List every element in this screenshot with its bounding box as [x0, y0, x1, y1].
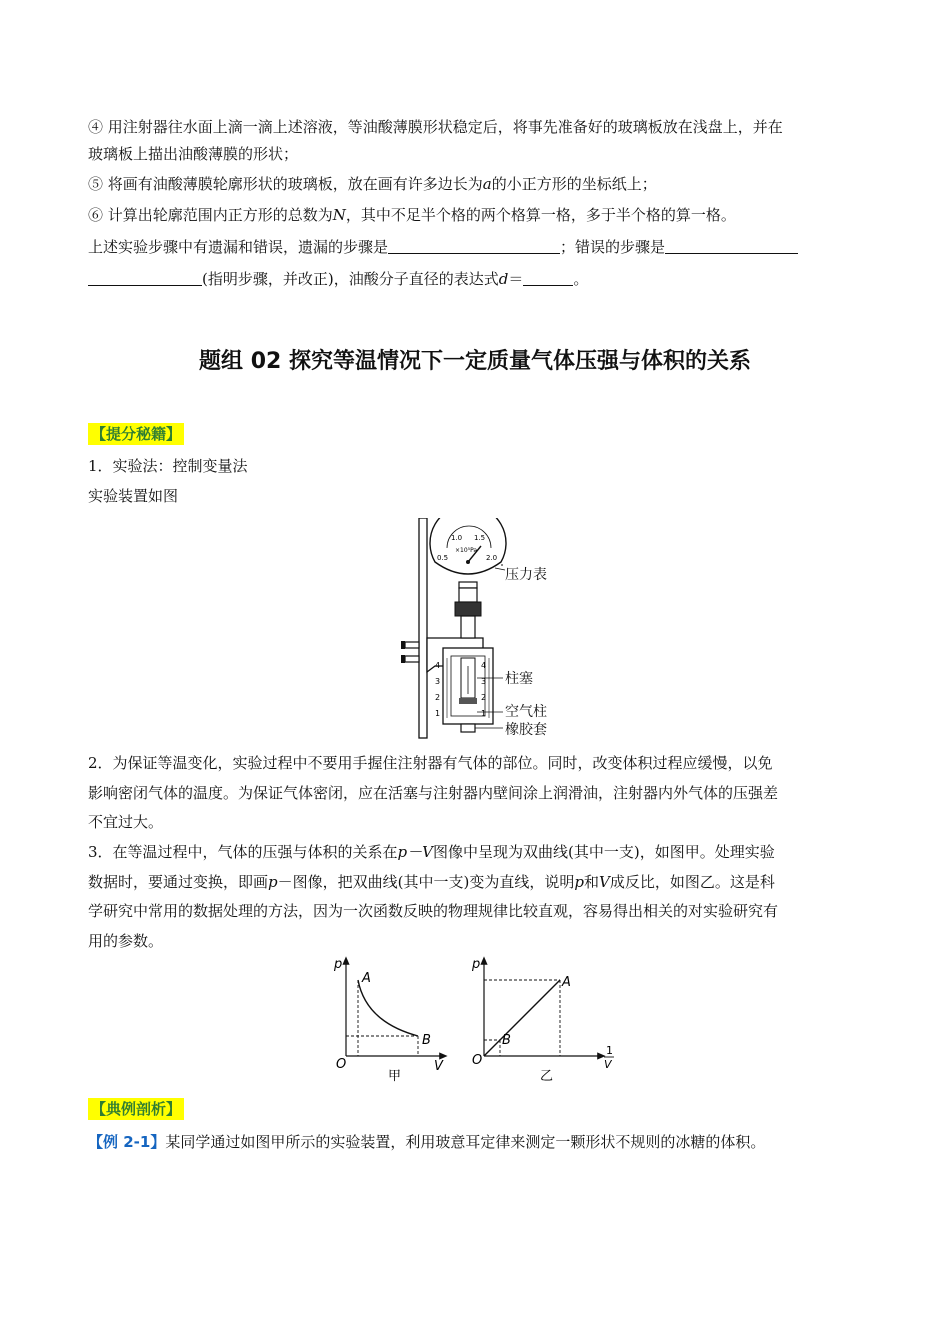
step-5-text: ⑤ 将画有油酸薄膜轮廓形状的玻璃板，放在画有许多边长为 — [88, 175, 483, 193]
air-column-label: 空气柱 — [505, 704, 547, 720]
example-label: 【例 2-1】 — [88, 1133, 166, 1151]
graph-jia-origin: O — [336, 1057, 347, 1072]
gauge-tick-1-5: 1.5 — [474, 534, 486, 542]
section-title: 题组 02 探究等温情况下一定质量气体压强与体积的关系 — [199, 349, 751, 374]
blank-wrong-step[interactable] — [665, 237, 798, 254]
var-p: p — [268, 873, 278, 891]
graph-yi-caption: 乙 — [540, 1069, 554, 1084]
point-3-line-1 — [88, 842, 775, 862]
graph-yi-point-a: A — [562, 975, 571, 990]
step-6-text: ⑥ 计算出轮廓范围内正方形的总数为 — [88, 206, 333, 224]
point-3-b-text: 数据时，要通过变换，即画 — [88, 873, 269, 891]
scale-left-4: 4 — [435, 661, 441, 670]
step-4-line-1 — [88, 117, 783, 137]
gauge-unit: ×10⁵Pa — [455, 547, 478, 554]
point-3-b-mid: －图像，把双曲线(其中一支)变为直线，说明 — [277, 873, 575, 891]
blank-missing-step[interactable] — [388, 237, 560, 254]
scale-left-2: 2 — [435, 693, 441, 702]
point-3-b-end: 成反比，如图乙。这是科 — [609, 873, 775, 891]
plunger-label: 柱塞 — [505, 671, 533, 687]
example-tag: 【典例剖析】 — [88, 1098, 184, 1120]
scale-right-1: 1 — [481, 709, 487, 718]
tips-tag: 【提分秘籍】 — [88, 423, 184, 445]
blank-wrong-step-cont[interactable] — [88, 269, 202, 286]
graph-yi-point-b: B — [502, 1033, 511, 1048]
step-4-line-2 — [88, 144, 298, 164]
graph-yi-origin: O — [472, 1053, 483, 1068]
step-5-text-end: 的小正方形的坐标纸上； — [491, 175, 657, 193]
gauge-tick-2-0: 2.0 — [486, 554, 498, 562]
point-3-line-4: 用的参数。 — [88, 932, 164, 950]
point-3-b-and: 和 — [583, 873, 599, 891]
point-2-line-3: 不宜过大。 — [88, 813, 164, 831]
period: 。 — [573, 270, 589, 288]
rubber-cap-label: 橡胶套 — [505, 722, 547, 738]
point-3-line-2 — [88, 872, 775, 892]
point-1: 1．实验法：控制变量法 — [88, 457, 248, 475]
point-2-line-1: 2．为保证等温变化，实验过程中不要用手握住注射器有气体的部位。同时，改变体积过程应缓慢，以免 — [88, 754, 773, 772]
question-text-2: (指明步骤，并改正)，油酸分子直径的表达式 — [202, 270, 499, 288]
gauge-tick-1-0: 1.0 — [451, 534, 463, 542]
gauge-tick-0-5: 0.5 — [437, 554, 449, 562]
question-line-2 — [88, 269, 588, 289]
scale-right-4: 4 — [481, 661, 487, 670]
var-a: a — [482, 175, 492, 193]
scale-left-1: 1 — [435, 709, 441, 718]
var-d: d — [498, 270, 509, 288]
example-text: 某同学通过如图甲所示的实验装置，利用玻意耳定律来测定一颗形状不规则的冰糖的体积。 — [165, 1133, 766, 1151]
graph-jia-caption: 甲 — [388, 1069, 402, 1084]
scale-left-3: 3 — [435, 677, 441, 686]
point-2-line-2: 影响密闭气体的温度。为保证气体密闭，应在活塞与注射器内壁间涂上润滑油，注射器内外气体的压强差 — [88, 784, 779, 802]
point-1-setup: 实验装置如图 — [88, 487, 179, 505]
apparatus-figure — [395, 518, 565, 740]
step-6-line — [88, 205, 736, 225]
point-3-text: 3．在等温过程中，气体的压强与体积的关系在 — [88, 843, 398, 861]
graph-jia-point-a: A — [362, 971, 371, 986]
scale-right-3: 3 — [481, 677, 487, 686]
blank-diameter-expression[interactable] — [523, 269, 573, 286]
var-p-2: p — [574, 873, 584, 891]
var-v: V — [598, 873, 610, 891]
question-text: 上述实验步骤中有遗漏和错误，遗漏的步骤是 — [88, 238, 389, 256]
point-3-text-end: 图像中呈现为双曲线(其中一支)，如图甲。处理实验 — [432, 843, 775, 861]
graph-yi-y-label: p — [472, 957, 481, 972]
step-4-text: ④ 用注射器往水面上滴一滴上述溶液，等油酸薄膜形状稳定后，将事先准备好的玻璃板放在浅盘上，并在 — [88, 118, 783, 136]
gauge-label: 压力表 — [505, 567, 547, 583]
scale-right-2: 2 — [481, 693, 487, 702]
graph-jia-y-label: p — [334, 957, 343, 972]
graph-yi — [462, 956, 622, 1084]
question-line-1 — [88, 237, 798, 257]
example-2-1 — [88, 1132, 765, 1152]
graph-yi-x-numerator: 1 — [606, 1044, 613, 1057]
equals-sign: ＝ — [508, 270, 524, 288]
step-4-text-cont: 玻璃板上描出油酸薄膜的形状； — [88, 145, 299, 163]
var-n: N — [332, 206, 346, 224]
var-p-v: p－V — [397, 843, 433, 861]
graph-jia — [326, 956, 456, 1084]
question-text-mid: ；错误的步骤是 — [560, 238, 666, 256]
point-3-line-3: 学研究中常用的数据处理的方法，因为一次函数反映的物理规律比较直观，容易得出相关的对实验研究有 — [88, 902, 779, 920]
graph-jia-point-b: B — [422, 1033, 431, 1048]
step-5-line — [88, 174, 657, 194]
step-6-text-end: ，其中不足半个格的两个格算一格，多于半个格的算一格。 — [345, 206, 736, 224]
graph-jia-x-label: V — [434, 1059, 443, 1074]
graph-yi-x-denominator: V — [604, 1058, 612, 1071]
